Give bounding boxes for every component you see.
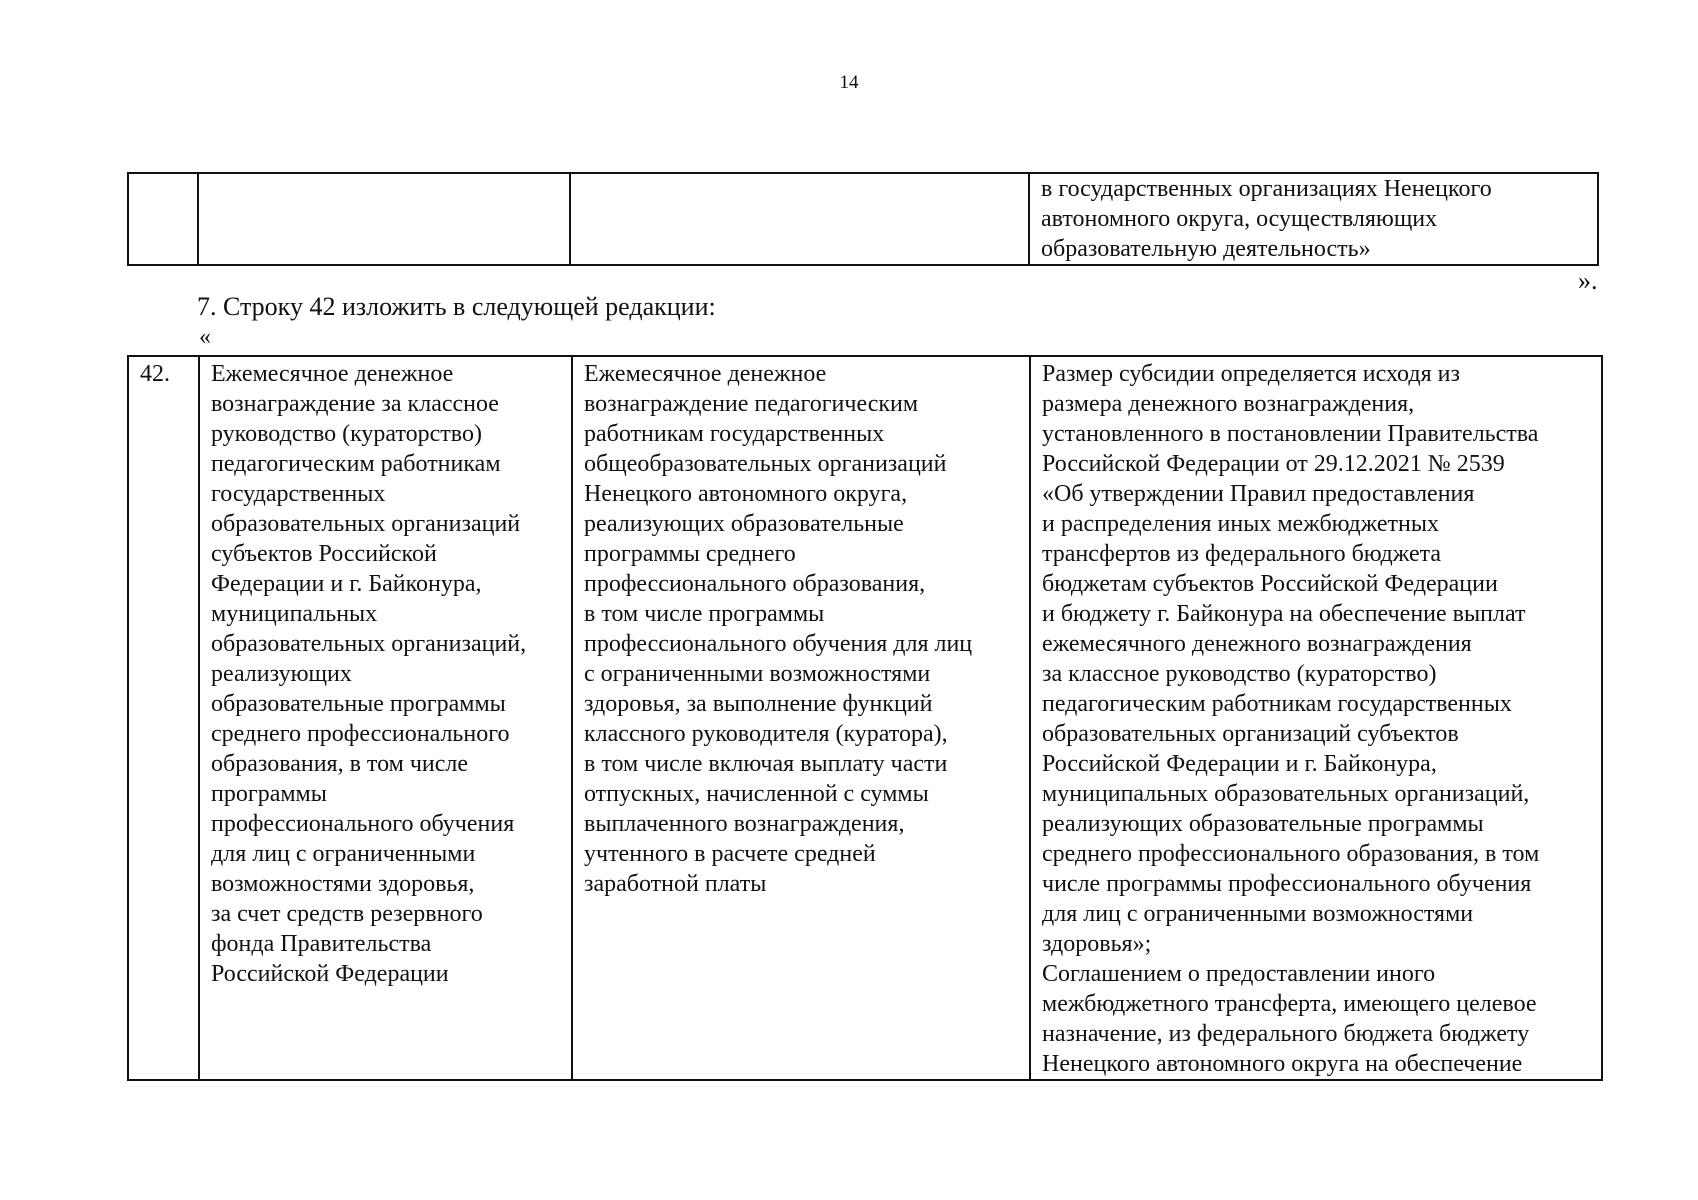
opening-quote: « [199, 324, 211, 350]
row-42-table [127, 355, 1603, 1081]
text-line: руководство (кураторство) [211, 421, 482, 447]
text-line: профессионального образования, [584, 571, 926, 597]
text-line: «Об утверждении Правил предоставления [1042, 481, 1475, 507]
text-line: программы среднего [584, 541, 796, 567]
text-line: возможностями здоровья, [211, 871, 475, 897]
continued-table-fragment [127, 172, 1599, 266]
text-line: Размер субсидии определяется исходя из [1042, 361, 1460, 387]
cell-purpose [572, 356, 1030, 1080]
text-line: вознаграждение педагогическим [584, 391, 919, 417]
closing-quote: ». [1578, 266, 1598, 295]
text-line: с ограниченными возможностями [584, 661, 931, 687]
text-line: образовательных организаций [211, 511, 521, 537]
text-line: образовательных организаций, [211, 631, 527, 657]
text-line: за счет средств резервного [211, 901, 483, 927]
text-line: межбюджетного трансферта, имеющего целевое [1042, 991, 1537, 1017]
text-line: педагогическим работникам [211, 451, 501, 477]
table-row [128, 173, 1598, 265]
cell-name [198, 173, 570, 265]
text-line: ежемесячного денежного вознаграждения [1042, 631, 1472, 657]
text-line: Ежемесячное денежное [584, 361, 827, 387]
text-line: в том числе включая выплату части [584, 751, 948, 777]
text-line: образования, в том числе [211, 751, 469, 777]
text-line: установленного в постановлении Правительства [1042, 421, 1539, 447]
text-line: Ненецкого автономного округа, [584, 481, 908, 507]
row-number: 42. [140, 361, 170, 387]
text-line: государственных [211, 481, 386, 507]
text-line: общеобразовательных организаций [584, 451, 947, 477]
text-line: и бюджету г. Байконура на обеспечение выплат [1042, 601, 1526, 627]
text-line: среднего профессионального образования, в том [1042, 841, 1540, 867]
table-row [128, 356, 1602, 1080]
cell-name [199, 356, 572, 1080]
text-line: работникам государственных [584, 421, 885, 447]
cell-conditions [1029, 173, 1598, 265]
text-line: реализующих образовательные [584, 511, 904, 537]
text-line: Российской Федерации и г. Байконура, [1042, 751, 1437, 777]
text-line: образовательные программы [211, 691, 506, 717]
text-line: Ненецкого автономного округа на обеспечение [1042, 1051, 1523, 1077]
text-line: классного руководителя (куратора), [584, 721, 948, 747]
text-line: Российской Федерации [211, 961, 449, 987]
cell-number [128, 356, 199, 1080]
text-line: реализующих образовательные программы [1042, 811, 1484, 837]
text-line: в том числе программы [584, 601, 825, 627]
text-line: размера денежного вознаграждения, [1042, 391, 1415, 417]
text-line: субъектов Российской [211, 541, 437, 567]
text-line: реализующих [211, 661, 352, 687]
text-line: назначение, из федерального бюджета бюджету [1042, 1021, 1530, 1047]
text-line: за классное руководство (кураторство) [1042, 661, 1437, 687]
text-line: числе программы профессионального обучения [1042, 871, 1532, 897]
text-line: трансфертов из федерального бюджета [1042, 541, 1442, 567]
text-line: Федерации и г. Байконура, [211, 571, 482, 597]
text-line: муниципальных образовательных организаций, [1042, 781, 1530, 807]
text-line: вознаграждение за классное [211, 391, 499, 417]
text-line: профессионального обучения для лиц [584, 631, 973, 657]
text-line: здоровья»; [1042, 931, 1152, 957]
text-line: Ежемесячное денежное [211, 361, 454, 387]
text-line: в государственных организациях Ненецкого [1041, 176, 1492, 202]
cell-purpose [570, 173, 1029, 265]
text-line: педагогическим работникам государственных [1042, 691, 1512, 717]
page-number: 14 [839, 72, 859, 93]
text-line: автономного округа, осуществляющих [1041, 206, 1438, 232]
cell-number [128, 173, 198, 265]
instruction-text: 7. Строку 42 изложить в следующей редакции: [197, 292, 716, 321]
text-line: выплаченного вознаграждения, [584, 811, 905, 837]
text-line: фонда Правительства [211, 931, 432, 957]
text-line: бюджетам субъектов Российской Федерации [1042, 571, 1498, 597]
text-line: образовательную деятельность» [1041, 236, 1371, 262]
text-line: образовательных организаций субъектов [1042, 721, 1459, 747]
text-line: для лиц с ограниченными [211, 841, 476, 867]
text-line: среднего профессионального [211, 721, 510, 747]
text-line: учтенного в расчете средней [584, 841, 876, 867]
text-line: и распределения иных межбюджетных [1042, 511, 1439, 537]
text-line: Российской Федерации от 29.12.2021 № 2539 [1042, 451, 1505, 477]
text-line: для лиц с ограниченными возможностями [1042, 901, 1474, 927]
text-line: отпускных, начисленной с суммы [584, 781, 929, 807]
text-line: муниципальных [211, 601, 378, 627]
cell-conditions [1030, 356, 1602, 1080]
text-line: профессионального обучения [211, 811, 515, 837]
text-line: заработной платы [584, 871, 767, 897]
text-line: Соглашением о предоставлении иного [1042, 961, 1436, 987]
text-line: здоровья, за выполнение функций [584, 691, 933, 717]
text-line: программы [211, 781, 327, 807]
